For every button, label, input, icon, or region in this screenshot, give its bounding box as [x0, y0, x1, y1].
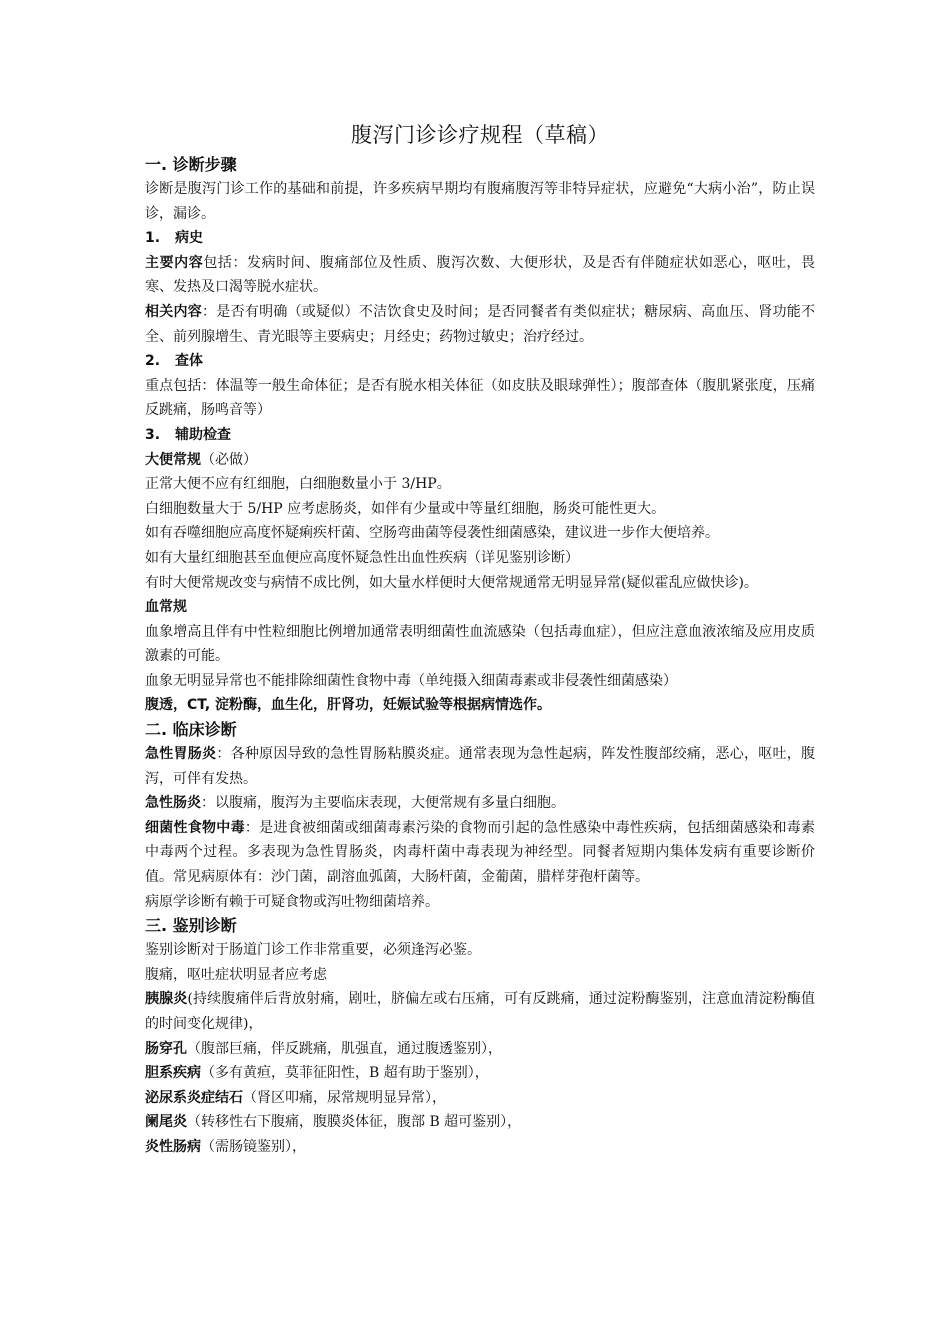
differential-intro: 鉴别诊断对于肠道门诊工作非常重要，必须逢泻必鉴。	[145, 942, 481, 959]
stool-line: 有时大便常规改变与病情不成比例，如大量水样便时大便常规通常无明显异常(疑似霍乱应做快诊)。	[145, 574, 758, 591]
differential-item-text: （需肠镜鉴别），	[201, 1138, 306, 1155]
stool-line: 如有大量红细胞甚至血便应高度怀疑急性出血性疾病（详见鉴别诊断）	[145, 549, 579, 566]
differential-item-label: 阑尾炎	[145, 1114, 187, 1131]
stool-line: 正常大便不应有红细胞，白细胞数量小于 3/HP。	[145, 476, 451, 493]
related-content-text: ：是否有明确（或疑似）不洁饮食史及时间；是否同餐者有类似症状；糖尿病、高血压、肾功能不全、前列腺增生、青光眼等主要病史；月经史；药物过敏史；治疗经过。	[145, 303, 816, 345]
differential-item-text: （肾区叩痛，尿常规明显异常），	[243, 1089, 446, 1106]
subheading-number: 1.	[145, 230, 161, 247]
subheading-exam	[145, 349, 815, 374]
differential-item-label: 胆系疾病	[145, 1065, 201, 1082]
clinical-item-text: ：以腹痛，腹泻为主要临床表现，大便常规有多量白细胞。	[201, 795, 565, 812]
clinical-item-label: 急性胃肠炎	[145, 746, 217, 763]
subheading-auxiliary-tests	[145, 423, 815, 448]
main-content-text: 包括：发病时间、腹痛部位及性质、腹泻次数、大便形状，及是否有伴随症状如恶心，呕吐，畏寒、发热及口渴等脱水症状。	[145, 254, 815, 296]
differential-item	[145, 1110, 815, 1135]
differential-item-label: 泌尿系炎症结石	[145, 1089, 243, 1106]
stool-line: 如有吞噬细胞应高度怀疑痢疾杆菌、空肠弯曲菌等侵袭性细菌感染，建议进一步作大便培养。	[145, 525, 719, 542]
clinical-item	[145, 816, 815, 890]
differential-intro: 腹痛，呕吐症状明显者应考虑	[145, 966, 327, 983]
subheading-label: 辅助检查	[175, 426, 231, 443]
differential-item	[145, 1037, 815, 1062]
clinical-tail: 病原学诊断有赖于可疑食物或泻吐物细菌培养。	[145, 893, 439, 910]
document-title: 腹泻门诊诊疗规程（草稿）	[351, 123, 609, 147]
history-related-paragraph	[145, 300, 815, 349]
stool-routine-note: （必做）	[201, 451, 257, 468]
blood-line: 血象无明显异常也不能排除细菌性食物中毒（单纯摄入细菌毒素或非侵袭性细菌感染）	[145, 672, 677, 689]
subheading-number: 2.	[145, 353, 161, 370]
clinical-item-label: 细菌性食物中毒	[145, 819, 245, 836]
subheading-label: 病史	[175, 230, 203, 247]
differential-item-text: （多有黄疸，莫菲征阳性，B 超有助于鉴别），	[201, 1065, 489, 1082]
related-content-label: 相关内容	[145, 303, 203, 320]
stool-routine-label: 大便常规	[145, 451, 201, 468]
diagnosis-intro: 诊断是腹泻门诊工作的基础和前提，许多疾病早期均有腹痛腹泻等非特异症状，应避免“大病小治”，防止误诊，漏诊。	[145, 181, 815, 222]
differential-item	[145, 987, 815, 1036]
history-main-paragraph	[145, 251, 815, 300]
exam-paragraph: 重点包括：体温等一般生命体征；是否有脱水相关体征（如皮肤及眼球弹性）；腹部查体（腹肌紧张度，压痛反跳痛，肠鸣音等）	[145, 377, 815, 419]
stool-line: 白细胞数量大于 5/HP 应考虑肠炎，如伴有少量或中等量红细胞，肠炎可能性更大。	[145, 500, 666, 517]
clinical-item	[145, 742, 815, 791]
differential-item-label: 胰腺炎	[145, 991, 188, 1008]
stool-routine-label-line	[145, 448, 815, 473]
differential-item	[145, 1061, 815, 1086]
differential-item-text: (持续腹痛伴后背放射痛，剧吐，脐偏左或右压痛，可有反跳痛，通过淀粉酶鉴别，注意血清淀粉酶值的时间变化规律)，	[145, 991, 815, 1032]
clinical-item-label: 急性肠炎	[145, 795, 201, 812]
subheading-label: 查体	[175, 353, 203, 370]
clinical-item-text: ：各种原因导致的急性胃肠粘膜炎症。通常表现为急性起病，阵发性腹部绞痛，恶心，呕吐，腹泻，可伴有发热。	[145, 746, 816, 787]
differential-item-text: （转移性右下腹痛，腹膜炎体征，腹部 B 超可鉴别），	[187, 1114, 522, 1131]
differential-item-text: （腹部巨痛，伴反跳痛，肌强直，通过腹透鉴别），	[187, 1040, 502, 1057]
differential-item-label: 炎性肠病	[145, 1138, 201, 1155]
section-heading-diagnosis-steps: 一. 诊断步骤	[145, 155, 237, 174]
blood-line: 血象增高且伴有中性粒细胞比例增加通常表明细菌性血流感染（包括毒血症），但应注意血液浓缩及应用皮质激素的可能。	[145, 623, 815, 665]
differential-item-label: 肠穿孔	[145, 1040, 187, 1057]
clinical-item	[145, 791, 815, 816]
clinical-item-text: ：是进食被细菌或细菌毒素污染的食物而引起的急性感染中毒性疾病，包括细菌感染和毒素中毒两个过程。多表现为急性胃肠炎，肉毒杆菌中毒表现为神经型。同餐者短期内集体发病有重要诊断价值。常见病原体有：沙门菌，副溶血弧菌，大肠杆菌，金葡菌，腊样芽孢杆菌等。	[145, 819, 815, 886]
section-heading-differential-diagnosis: 三. 鉴别诊断	[145, 916, 237, 936]
subheading-number: 3.	[145, 426, 161, 443]
blood-routine-label: 血常规	[145, 599, 187, 616]
document-page	[145, 120, 815, 1160]
main-content-label: 主要内容	[145, 254, 204, 271]
section-heading-clinical-diagnosis: 二. 临床诊断	[145, 720, 237, 740]
other-tests-line: 腹透，CT, 淀粉酶，血生化，肝肾功，妊娠试验等根据病情选作。	[145, 697, 552, 714]
differential-item	[145, 1086, 815, 1111]
subheading-history	[145, 226, 815, 251]
differential-item	[145, 1135, 815, 1160]
